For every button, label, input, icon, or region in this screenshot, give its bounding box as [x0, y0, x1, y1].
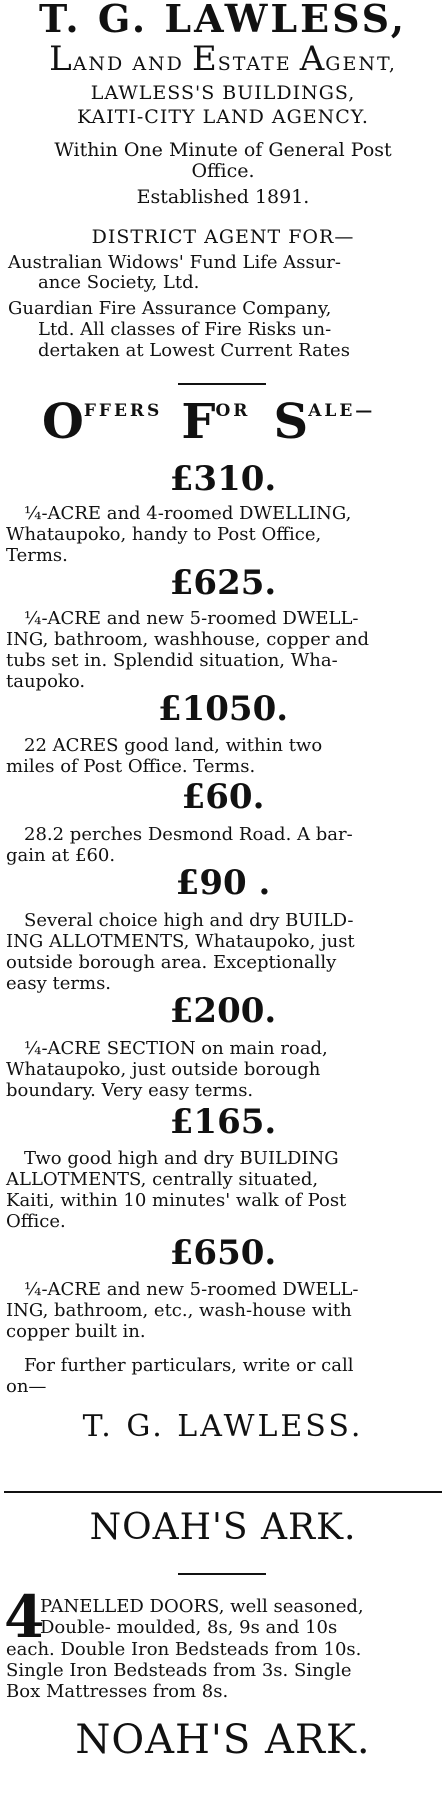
listing-line: copper built in.: [6, 1321, 146, 1342]
dropcap-letter: O: [42, 394, 84, 450]
noah-ad-title-repeat: NOAH'S ARK.: [75, 1717, 371, 1763]
noah-line: Single Iron Bedsteads from 3s. Single: [6, 1660, 352, 1681]
advertiser-trade: [0, 39, 446, 79]
trade-text: GENT,: [325, 53, 397, 75]
closing-line: For further particulars, write or call: [24, 1355, 354, 1376]
listing-line: taupoko.: [6, 671, 86, 692]
offers-heading: [42, 394, 376, 450]
listing-line: ¼-ACRE and new 5-roomed DWELL-: [24, 1279, 359, 1300]
listing-line: Terms.: [6, 545, 68, 566]
location-line: Within One Minute of General Post: [54, 139, 392, 161]
listing-line: easy terms.: [6, 973, 112, 994]
listing-line: ¼-ACRE and new 5-roomed DWELL-: [24, 608, 359, 629]
dropcap-letter: S: [273, 394, 309, 450]
agency-line: Guardian Fire Assurance Company,: [8, 298, 332, 319]
listing-line: Office.: [6, 1211, 66, 1232]
noah-line: PANELLED DOORS, well seasoned,: [40, 1596, 364, 1617]
agency-heading: DISTRICT AGENT FOR—: [91, 226, 355, 248]
listing-price: £310.: [169, 459, 277, 499]
agency-line: ance Society, Ltd.: [38, 272, 200, 293]
listing-price: £625.: [169, 563, 277, 603]
listing-price: £1050.: [157, 689, 289, 729]
dropcap-letter: F: [181, 394, 216, 450]
listing-price: £165.: [169, 1102, 277, 1142]
listing-line: ¼-ACRE SECTION on main road,: [24, 1038, 328, 1059]
listing-line: Two good high and dry BUILDING: [24, 1148, 339, 1169]
advertiser-name: T. G. LAWLESS,: [39, 0, 407, 41]
agency-line: Ltd. All classes of Fire Risks un-: [38, 319, 332, 340]
dropcap-letter: A: [299, 39, 326, 79]
heading-text: FFERS: [83, 401, 163, 421]
trade-text: STATE: [217, 53, 300, 75]
noah-line: Double- moulded, 8s, 9s and 10s: [40, 1617, 338, 1638]
agency-line: dertaken at Lowest Current Rates: [38, 340, 350, 361]
listing-line: Whataupoko, handy to Post Office,: [6, 524, 322, 545]
listing-price: £650.: [169, 1233, 277, 1273]
listing-line: ALLOTMENTS, centrally situated,: [6, 1169, 319, 1190]
location-line: Office.: [191, 160, 255, 182]
listing-line: ING, bathroom, etc., wash-house with: [6, 1300, 352, 1321]
listing-line: outside borough area. Exceptionally: [6, 952, 337, 973]
listing-line: ¼-ACRE and 4-roomed DWELLING,: [24, 503, 352, 524]
established-line: Established 1891.: [136, 186, 310, 208]
listing-line: Kaiti, within 10 minutes' walk of Post: [6, 1190, 347, 1211]
heading-text: ALE—: [308, 401, 376, 421]
listing-line: Whataupoko, just outside borough: [6, 1059, 321, 1080]
dropcap-letter: L: [49, 39, 73, 79]
address-line: KAITI-CITY LAND AGENCY.: [77, 106, 369, 128]
listing-line: gain at £60.: [6, 845, 116, 866]
heading-text: OR: [215, 401, 251, 421]
dropcap-letter: E: [191, 39, 218, 79]
divider-rule: [178, 1573, 266, 1575]
noah-line: Box Mattresses from 8s.: [6, 1681, 229, 1702]
divider-rule: [178, 383, 266, 385]
noah-dropcap: 4: [4, 1583, 45, 1651]
listing-line: 22 ACRES good land, within two: [24, 735, 323, 756]
listing-line: boundary. Very easy terms.: [6, 1080, 254, 1101]
noah-line: each. Double Iron Bedsteads from 10s.: [6, 1639, 362, 1660]
address-line: LAWLESS'S BUILDINGS,: [90, 82, 356, 104]
signature: T. G. LAWLESS.: [82, 1409, 364, 1444]
agency-line: Australian Widows' Fund Life Assur-: [8, 252, 341, 273]
trade-text: AND AND: [72, 53, 192, 75]
separator-rule: [4, 1491, 442, 1493]
listing-line: ING ALLOTMENTS, Whataupoko, just: [6, 931, 355, 952]
listing-line: miles of Post Office. Terms.: [6, 756, 256, 777]
listing-price: £200.: [169, 991, 277, 1031]
listing-line: ING, bathroom, washhouse, copper and: [6, 629, 370, 650]
listing-line: 28.2 perches Desmond Road. A bar-: [24, 824, 353, 845]
closing-line: on—: [6, 1376, 47, 1397]
listing-line: tubs set in. Splendid situation, Wha-: [6, 650, 338, 671]
noah-ad-title: NOAH'S ARK.: [89, 1507, 357, 1548]
listing-price: £90 .: [175, 863, 271, 903]
listing-price: £60.: [181, 777, 265, 817]
listing-line: Several choice high and dry BUILD-: [24, 910, 354, 931]
